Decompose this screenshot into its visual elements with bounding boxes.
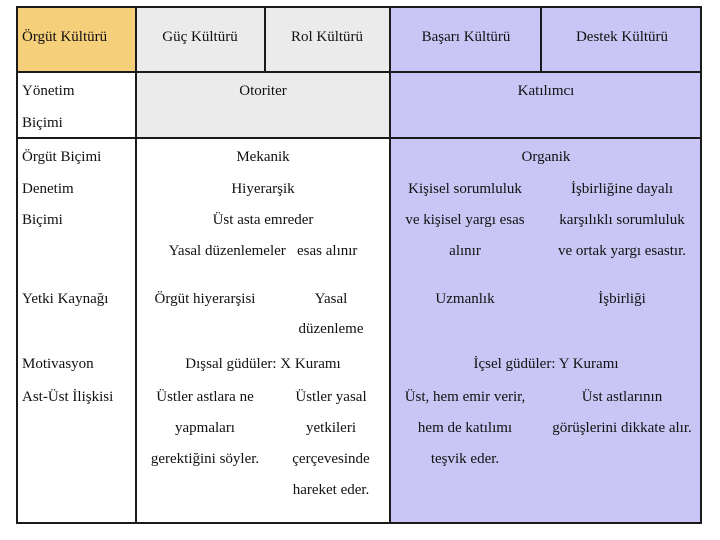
denetim-left-line1: Hiyerarşik (231, 181, 295, 197)
denetim-basari-line2: ve kişisel yargı esas (405, 212, 525, 228)
vline-label (135, 8, 137, 524)
header-guc-kulturu: Güç Kültürü (162, 29, 238, 45)
denetim-destek-line2: karşılıklı sorumluluk (559, 212, 685, 228)
row-label-yetki: Yetki Kaynağı (22, 291, 109, 307)
ast-ust-basari-line1: Üst, hem emir verir, (404, 389, 526, 405)
vline-guc-rol (264, 8, 266, 72)
header-destek-kulturu: Destek Kültürü (575, 29, 669, 45)
ast-ust-rol-line2: yetkileri (306, 420, 356, 436)
vline-basari-destek (540, 8, 542, 72)
yetki-guc: Örgüt hiyerarşisi (154, 291, 256, 307)
yetki-basari: Uzmanlık (435, 291, 495, 307)
header-basari-kulturu: Başarı Kültürü (421, 29, 511, 45)
motivasyon-disssal: Dışsal güdüler: X Kuramı (185, 356, 341, 372)
row-label-denetim: Denetim (22, 181, 74, 197)
row-label-yonetim: Yönetim (22, 83, 75, 99)
denetim-left-line2: Üst asta emreder (212, 212, 314, 228)
ast-ust-guc-line2: yapmaları (175, 420, 235, 436)
ast-ust-rol-line3: çerçevesinde (292, 451, 370, 467)
ast-ust-rol-line4: hareket eder. (292, 482, 370, 498)
culture-comparison-table (16, 6, 702, 524)
ast-ust-basari-line2: hem de katılımı (417, 420, 513, 436)
hline-header (18, 71, 700, 73)
yonetim-katilimci: Katılımcı (517, 83, 575, 99)
ast-ust-guc-line3: gerektiğini söyler. (150, 451, 260, 467)
denetim-destek-line3: ve ortak yargı esastır. (557, 243, 687, 259)
yonetim-otoriter: Otoriter (239, 83, 287, 99)
row-label-ast-ust: Ast-Üst İlişkisi (22, 389, 114, 405)
vline-mid (389, 8, 391, 524)
ast-ust-basari-line3: teşvik eder. (430, 451, 500, 467)
row-label-denetim-bicimi: Biçimi (22, 212, 63, 228)
ast-ust-rol-line1: Üstler yasal (295, 389, 367, 405)
header-rol-kulturu: Rol Kültürü (290, 29, 364, 45)
header-culture-label: Örgüt Kültürü (22, 29, 108, 45)
ast-ust-guc-line1: Üstler astlara ne (156, 389, 254, 405)
yetki-rol-line1: Yasal (314, 291, 348, 307)
row-label-motivasyon: Motivasyon (22, 356, 94, 372)
yetki-rol-line2: düzenleme (298, 321, 364, 337)
denetim-destek-line1: İşbirliğine dayalı (570, 181, 674, 197)
denetim-basari-line3: alınır (449, 243, 481, 259)
ast-ust-destek-line1: Üst astlarının (581, 389, 663, 405)
row-label-orgut-bicimi: Örgüt Biçimi (22, 149, 102, 165)
denetim-basari-line1: Kişisel sorumluluk (408, 181, 522, 197)
orgut-organik: Organik (521, 149, 571, 165)
yetki-destek: İşbirliği (598, 291, 646, 307)
hline-yonetim (18, 137, 700, 139)
orgut-mekanik: Mekanik (236, 149, 290, 165)
motivasyon-icsel: İçsel güdüler: Y Kuramı (473, 356, 619, 372)
ast-ust-destek-line2: görüşlerini dikkate alır. (552, 420, 692, 436)
denetim-left-line3: Yasal düzenlemeler esas alınır (168, 243, 358, 259)
row-label-bicimi: Biçimi (22, 115, 63, 131)
